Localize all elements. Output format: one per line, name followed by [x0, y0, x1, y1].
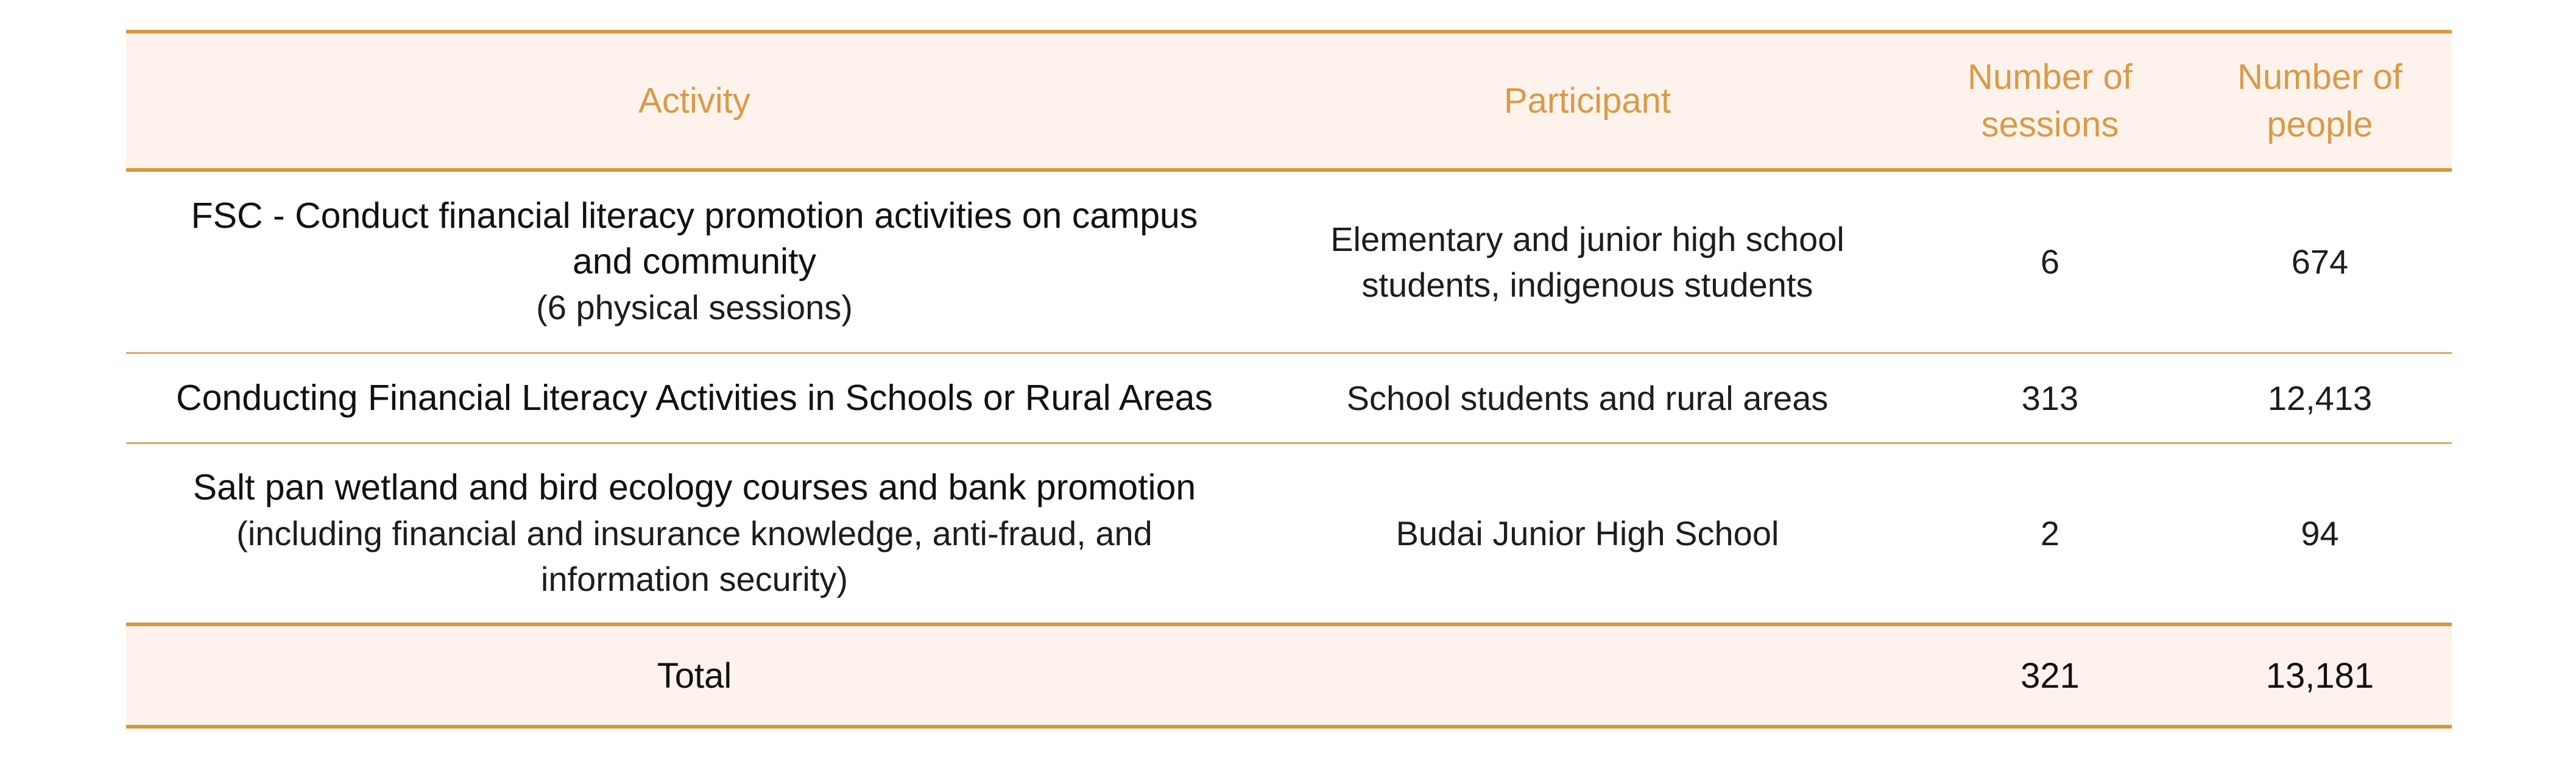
header-sessions-line1: Number of — [1967, 57, 2133, 97]
table-row — [126, 353, 2452, 443]
activity-title-line1: FSC - Conduct financial literacy promotion activities on campus — [191, 196, 1198, 236]
people-cell: 94 — [2301, 514, 2339, 552]
people-cell: 674 — [2291, 242, 2349, 281]
activity-note-line2: information security) — [540, 559, 849, 598]
financial-literacy-table-container — [126, 30, 2452, 729]
activity-title-line1: Salt pan wetland and bird ecology courses and bank promotion — [192, 467, 1196, 507]
total-label: Total — [657, 655, 732, 696]
total-sessions: 321 — [2020, 655, 2080, 696]
sessions-cell: 313 — [2021, 378, 2079, 417]
activity-cell — [126, 443, 1263, 624]
participant-line1: Elementary and junior high school — [1330, 219, 1844, 258]
sessions-cell: 2 — [2040, 514, 2060, 552]
header-sessions-line2: sessions — [1981, 104, 2119, 144]
header-activity-label: Activity — [638, 80, 750, 121]
total-row — [126, 624, 2452, 727]
header-people-line2: people — [2267, 104, 2373, 144]
table-footer — [126, 624, 2452, 727]
activity-title-line1: Conducting Financial Literacy Activities in Schools or Rural Areas — [176, 377, 1213, 418]
participant-line2: students, indigenous students — [1361, 265, 1813, 304]
table-row — [126, 170, 2452, 353]
header-participant-label: Participant — [1503, 80, 1671, 121]
participant-cell — [1263, 170, 1912, 353]
total-people: 13,181 — [2265, 655, 2374, 696]
table-row — [126, 443, 2452, 624]
people-cell: 12,413 — [2267, 378, 2373, 417]
header-participant — [1263, 32, 1912, 170]
header-people — [2188, 32, 2452, 170]
participant-line1: Budai Junior High School — [1396, 514, 1779, 552]
header-people-line1: Number of — [2237, 57, 2402, 97]
participant-line1: School students and rural areas — [1346, 378, 1829, 417]
participant-cell — [1263, 353, 1912, 443]
table-header — [126, 32, 2452, 170]
total-participant-empty — [1263, 624, 1912, 727]
activity-cell — [126, 170, 1263, 353]
activity-note-line1: (including financial and insurance knowledge, anti-fraud, and — [236, 514, 1152, 552]
header-sessions — [1912, 32, 2188, 170]
sessions-cell: 6 — [2040, 242, 2060, 281]
header-activity — [126, 32, 1263, 170]
participant-cell — [1263, 443, 1912, 624]
header-row — [126, 32, 2452, 170]
activity-title-line2: and community — [572, 241, 817, 282]
activity-cell — [126, 353, 1263, 443]
table-body — [126, 170, 2452, 624]
financial-literacy-table — [126, 30, 2452, 729]
activity-note: (6 physical sessions) — [536, 288, 853, 327]
